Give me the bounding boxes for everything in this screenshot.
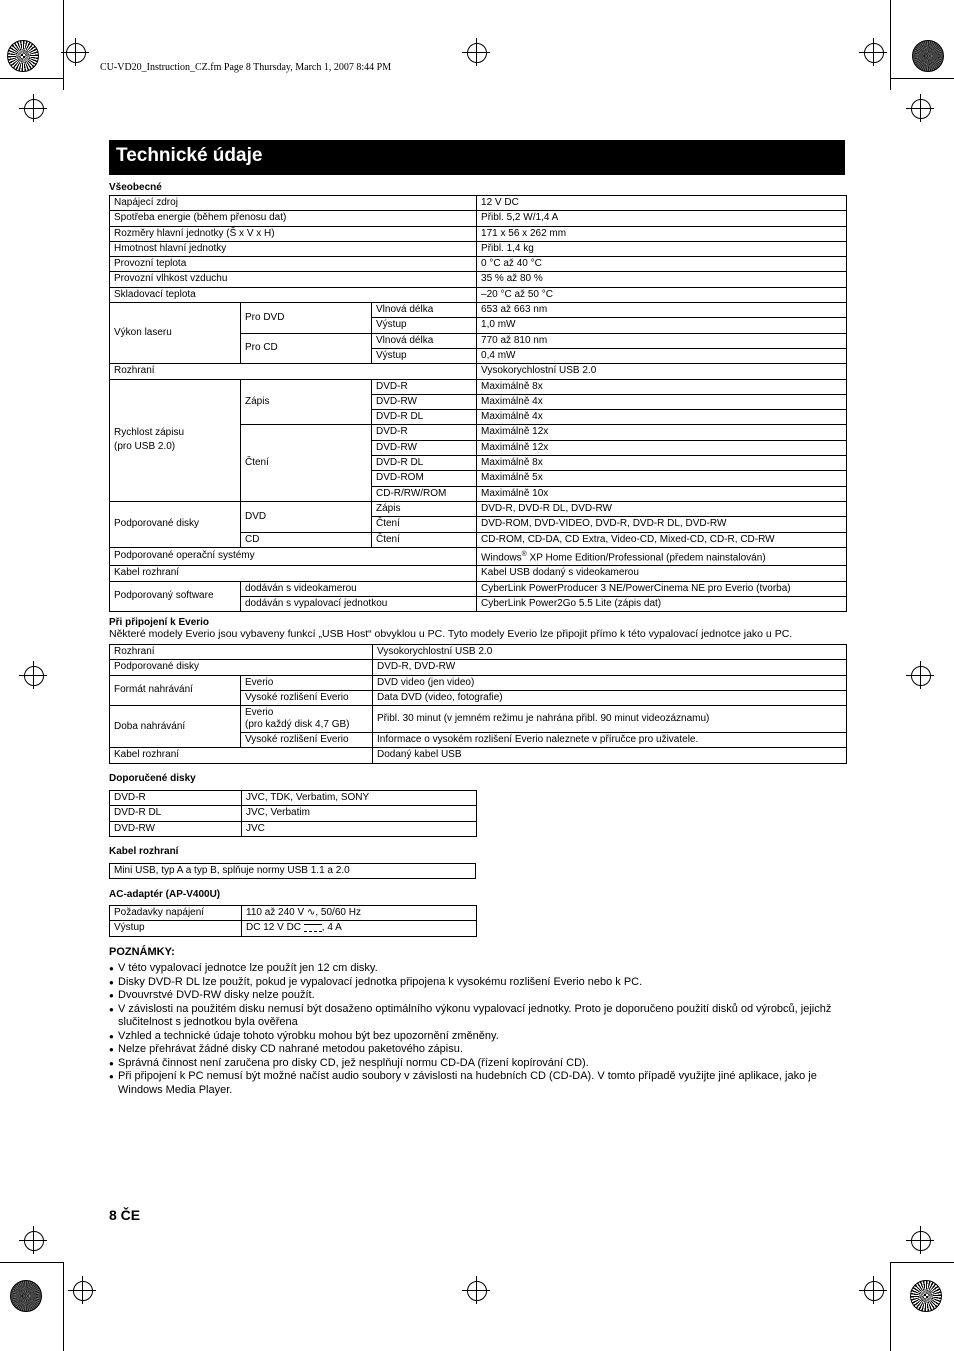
cable-value: Mini USB, typ A a typ B, splňuje normy USB 1.1 a 2.0: [110, 864, 476, 879]
spec-label-line: Rychlost zápisu: [114, 426, 185, 438]
table-row: [110, 806, 477, 821]
spec-sublabel: [241, 706, 373, 733]
spec-label: Formát nahrávání: [110, 675, 241, 706]
spec-label: Provozní vlhkost vzduchu: [110, 272, 477, 287]
notes-list: [109, 962, 849, 1097]
spec-value: DVD-ROM, DVD-VIDEO, DVD-R, DVD-R DL, DVD-RW: [477, 517, 847, 532]
spec-value: Maximálně 4x: [477, 394, 847, 409]
spec-label: Kabel rozhraní: [110, 748, 373, 763]
os-edition: XP Home Edition/Professional (předem nainstalován): [526, 552, 766, 564]
spec-value: Maximálně 8x: [477, 456, 847, 471]
spec-sublabel: Vlnová délka: [372, 333, 477, 348]
spec-value: 770 až 810 nm: [477, 333, 847, 348]
spec-value: CD-ROM, CD-DA, CD Extra, Video-CD, Mixed-CD, CD-R, CD-RW: [477, 532, 847, 547]
disc-type: DVD-R DL: [372, 456, 477, 471]
spec-value: [477, 547, 847, 566]
spec-sublabel: DVD: [241, 501, 372, 532]
disc-type: DVD-RW: [372, 394, 477, 409]
disc-type: DVD-R DL: [110, 806, 242, 821]
spec-sublabel: Zápis: [241, 379, 372, 425]
spec-label: Rozhraní: [110, 364, 477, 379]
disc-brands: JVC, TDK, Verbatim, SONY: [242, 791, 477, 806]
spec-value: Přibl. 5,2 W/1,4 A: [477, 211, 847, 226]
table-row: [110, 547, 847, 566]
notes-heading: POZNÁMKY:: [109, 946, 175, 958]
registration-rosette-icon: [912, 40, 944, 72]
spec-value: 35 % až 80 %: [477, 272, 847, 287]
spec-sublabel: Pro DVD: [241, 303, 372, 334]
spec-label: Podporovaný software: [110, 581, 241, 612]
spec-sublabel: dodáván s videokamerou: [241, 581, 477, 596]
page-title: Technické údaje: [116, 145, 263, 166]
spec-label: Podporované disky: [110, 660, 373, 675]
table-row: [110, 196, 847, 211]
table-row: [110, 364, 847, 379]
table-row: [110, 864, 476, 879]
spec-label: Výkon laseru: [110, 303, 241, 364]
spec-label: Spotřeba energie (během přenosu dat): [110, 211, 477, 226]
list-item: ● Vzhled a technické údaje tohoto výrobku mohou být bez upozornění změněny.: [109, 1030, 849, 1044]
spec-value: Přibl. 1,4 kg: [477, 241, 847, 256]
disc-type: DVD-RW: [372, 440, 477, 455]
registration-rosette-icon: [910, 1280, 942, 1312]
os-name: Windows: [481, 552, 522, 564]
spec-value: 0 °C až 40 °C: [477, 257, 847, 272]
spec-value: CyberLink Power2Go 5.5 Lite (zápis dat): [477, 597, 847, 612]
spec-sublabel: Zápis: [372, 501, 477, 516]
spec-value: Kabel USB dodaný s videokamerou: [477, 566, 847, 581]
table-row: [110, 241, 847, 256]
table-row: [110, 706, 847, 733]
disc-brands: JVC, Verbatim: [242, 806, 477, 821]
table-row: [110, 675, 847, 690]
list-item: ● V této vypalovací jednotce lze použít jen 12 cm disky.: [109, 962, 849, 976]
spec-value: 0,4 mW: [477, 348, 847, 363]
spec-label: Požadavky napájení: [110, 906, 242, 921]
adapter-table: [109, 905, 477, 937]
table-row: [110, 501, 847, 516]
spec-label: Kabel rozhraní: [110, 566, 477, 581]
spec-value: [242, 906, 477, 921]
page-title-bar: [109, 140, 845, 175]
spec-value: DVD-R, DVD-R DL, DVD-RW: [477, 501, 847, 516]
file-header: CU-VD20_Instruction_CZ.fm Page 8 Thursday, March 1, 2007 8:44 PM: [100, 62, 392, 73]
spec-sublabel: Výstup: [372, 318, 477, 333]
spec-sublabel: Pro CD: [241, 333, 372, 364]
table-row: [110, 906, 477, 921]
section-heading-cable: Kabel rozhraní: [109, 846, 179, 857]
spec-sublabel: Everio: [241, 675, 373, 690]
table-row: [110, 303, 847, 318]
spec-sublabel-line: (pro každý disk 4,7 GB): [245, 719, 350, 731]
table-row: [110, 581, 847, 596]
spec-sublabel: Čtení: [372, 517, 477, 532]
section-heading-general: Všeobecné: [109, 182, 162, 193]
spec-sublabel-line: Everio: [245, 707, 274, 719]
disc-type: CD-R/RW/ROM: [372, 486, 477, 501]
spec-value: Informace o vysokém rozlišení Everio naleznete v příručce pro uživatele.: [373, 733, 847, 748]
spec-sublabel: Vlnová délka: [372, 303, 477, 318]
spec-label: Podporované operační systémy: [110, 547, 477, 566]
recommended-discs-table: [109, 790, 477, 837]
table-row: [110, 272, 847, 287]
disc-brands: JVC: [242, 821, 477, 836]
spec-value: Maximálně 8x: [477, 379, 847, 394]
spec-sublabel: CD: [241, 532, 372, 547]
disc-type: DVD-R DL: [372, 410, 477, 425]
dc-symbol-icon: [304, 924, 322, 932]
output-voltage: DC 12 V DC: [246, 922, 304, 934]
list-item: ● Při připojení k PC nemusí být možné načíst audio soubory v závislosti na hudebních CD (CD-DA). V tomto případě využijte jiné aplikace, jako je Windows Media Player.: [109, 1070, 849, 1097]
table-row: [110, 791, 477, 806]
registration-rosette-icon: [10, 1280, 42, 1312]
spec-value: Maximálně 12x: [477, 425, 847, 440]
ac-symbol-icon: ∿: [306, 907, 316, 918]
table-row: [110, 257, 847, 272]
output-current: , 4 A: [321, 922, 342, 934]
table-row: [110, 211, 847, 226]
disc-type: DVD-R: [110, 791, 242, 806]
spec-label: [110, 379, 241, 501]
table-row: [110, 821, 477, 836]
spec-value: Vysokorychlostní USB 2.0: [477, 364, 847, 379]
spec-sublabel: Vysoké rozlišení Everio: [241, 733, 373, 748]
spec-value: Maximálně 10x: [477, 486, 847, 501]
everio-intro: Některé modely Everio jsou vybaveny funkcí „USB Host“ obvyklou u PC. Tyto modely Everio lze připojit přímo k této vypalovací jednotce jako u PC.: [109, 628, 793, 640]
frequency: , 50/60 Hz: [315, 907, 361, 918]
table-row: [110, 379, 847, 394]
spec-value: [242, 921, 477, 936]
spec-sublabel: Vysoké rozlišení Everio: [241, 690, 373, 705]
section-heading-recommended: Doporučené disky: [109, 773, 196, 784]
list-item: ● Správná činnost není zaručena pro disky CD, jež nesplňují normu CD-DA (řízení kopírování CD).: [109, 1057, 849, 1071]
disc-type: DVD-RW: [110, 821, 242, 836]
spec-value: Dodaný kabel USB: [373, 748, 847, 763]
cable-table: [109, 863, 476, 879]
table-row: [110, 660, 847, 675]
spec-value: Maximálně 12x: [477, 440, 847, 455]
list-item: ● V závislosti na použitém disku nemusí být dosaženo optimálního výkonu vypalovací jednotky. Proto je doporučeno použití disků od výrobců, jejichž slučitelnost s jednotkou byla ověřena: [109, 1003, 849, 1030]
disc-type: DVD-ROM: [372, 471, 477, 486]
spec-value: 12 V DC: [477, 196, 847, 211]
spec-value: CyberLink PowerProducer 3 NE/PowerCinema NE pro Everio (tvorba): [477, 581, 847, 596]
spec-label: Rozměry hlavní jednotky (Š x V x H): [110, 226, 477, 241]
everio-specs-table: [109, 644, 847, 764]
disc-type: DVD-R: [372, 425, 477, 440]
spec-value: Data DVD (video, fotografie): [373, 690, 847, 705]
spec-sublabel: dodáván s vypalovací jednotkou: [241, 597, 477, 612]
spec-value: Maximálně 4x: [477, 410, 847, 425]
table-row: [110, 566, 847, 581]
spec-label: Napájecí zdroj: [110, 196, 477, 211]
list-item: ● Disky DVD-R DL lze použít, pokud je vypalovací jednotka připojena k vysokému rozlišení Everio nebo k PC.: [109, 976, 849, 990]
spec-sublabel: Čtení: [241, 425, 372, 501]
voltage-range: 110 až 240 V: [246, 907, 307, 918]
section-heading-adapter: AC-adaptér (AP-V400U): [109, 889, 221, 900]
registered-mark: ®: [521, 550, 527, 558]
spec-value: Maximálně 5x: [477, 471, 847, 486]
general-specs-table: [109, 195, 847, 612]
spec-value: DVD-R, DVD-RW: [373, 660, 847, 675]
spec-value: Přibl. 30 minut (v jemném režimu je nahrána přibl. 90 minut videozáznamu): [373, 706, 847, 733]
registration-rosette-icon: [7, 40, 39, 72]
disc-type: DVD-R: [372, 379, 477, 394]
spec-label: Doba nahrávání: [110, 706, 241, 748]
spec-label: Rozhraní: [110, 645, 373, 660]
spec-sublabel: Čtení: [372, 532, 477, 547]
spec-value: 653 až 663 nm: [477, 303, 847, 318]
table-row: [110, 645, 847, 660]
spec-label-line: (pro USB 2.0): [114, 441, 176, 453]
table-row: [110, 748, 847, 763]
table-row: [110, 226, 847, 241]
list-item: ● Dvouvrstvé DVD-RW disky nelze použít.: [109, 989, 849, 1003]
spec-label: Podporované disky: [110, 501, 241, 547]
spec-value: 1,0 mW: [477, 318, 847, 333]
spec-value: DVD video (jen video): [373, 675, 847, 690]
spec-label: Hmotnost hlavní jednotky: [110, 241, 477, 256]
spec-label: Skladovací teplota: [110, 287, 477, 302]
table-row: [110, 287, 847, 302]
spec-value: Vysokorychlostní USB 2.0: [373, 645, 847, 660]
spec-label: Provozní teplota: [110, 257, 477, 272]
spec-sublabel: Výstup: [372, 348, 477, 363]
section-heading-everio: Při připojení k Everio: [109, 617, 210, 628]
spec-label: Výstup: [110, 921, 242, 936]
spec-value: –20 °C až 50 °C: [477, 287, 847, 302]
table-row: [110, 921, 477, 936]
spec-value: 171 x 56 x 262 mm: [477, 226, 847, 241]
page-number: 8 ČE: [109, 1207, 141, 1223]
list-item: ● Nelze přehrávat žádné disky CD nahrané metodou paketového zápisu.: [109, 1043, 849, 1057]
